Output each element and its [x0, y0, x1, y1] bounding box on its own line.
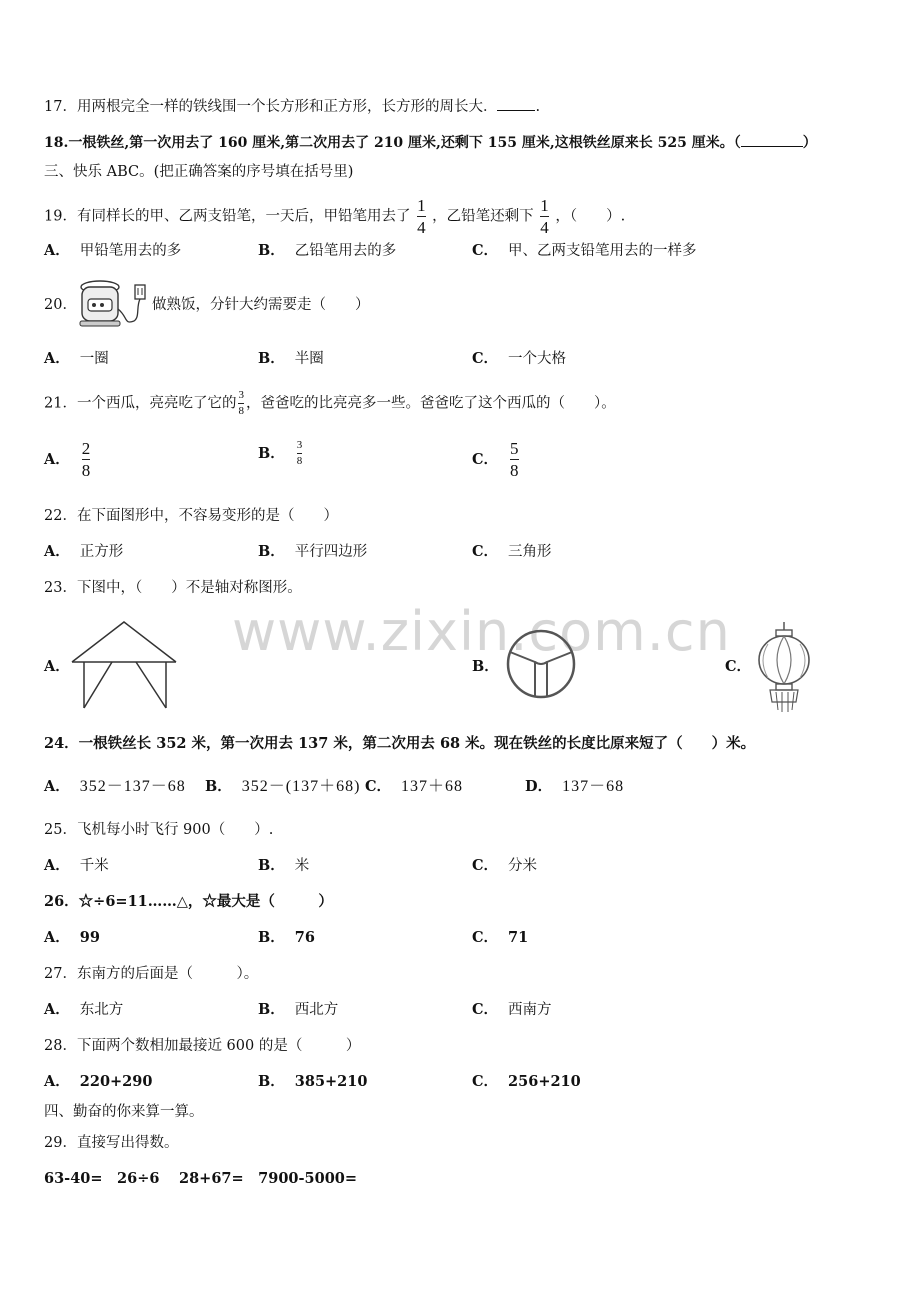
question-26-text: 26．☆÷6=11……△，☆最大是（ ）: [44, 893, 333, 910]
lantern-figure: [756, 622, 812, 714]
circle-symbol-figure: [505, 628, 577, 700]
question-29-items: 63-40= 26÷6 28+67= 7900-5000=: [44, 1170, 358, 1187]
option-b[interactable]: B．: [472, 658, 499, 675]
option-b[interactable]: B． 385+210: [258, 1073, 368, 1090]
option-c[interactable]: C． 137＋68: [365, 778, 464, 795]
watermark: www.zixin.com.cn: [232, 600, 731, 663]
question-24-text: 24．一根铁丝长 352 米，第一次用去 137 米，第二次用去 68 米。现在铁丝的长度比原来短了（ ）米。: [44, 735, 756, 752]
answer-blank[interactable]: [741, 132, 803, 147]
option-a[interactable]: A．: [44, 658, 70, 675]
question-18: 18.一根铁丝,第一次用去了 160 厘米,第二次用去了 210 厘米,还剩下 155 厘米,这根铁丝原来长 525 厘米。（ ）: [44, 132, 817, 153]
question-17-text: 17．用两根完全一样的铁线围一个长方形和正方形，长方形的周长大．: [44, 99, 498, 115]
option-a[interactable]: A． 千米: [44, 857, 109, 874]
question-27-text: 27．东南方的后面是（ ）。: [44, 966, 259, 982]
option-b[interactable]: B． 平行四边形: [258, 543, 368, 560]
option-c[interactable]: C． 256+210: [472, 1073, 581, 1090]
option-c[interactable]: C． 甲、乙两支铅笔用去的一样多: [472, 242, 697, 259]
section-3-heading: 三、快乐 ABC。(把正确答案的序号填在括号里): [44, 164, 354, 180]
section-4-heading: 四、勤奋的你来算一算。: [44, 1104, 204, 1120]
option-b[interactable]: B． 352－(137＋68): [205, 778, 361, 795]
option-a[interactable]: A． 甲铅笔用去的多: [44, 242, 182, 259]
option-a[interactable]: A． $\frac{2}{8}$: [44, 439, 91, 480]
question-21: 21．一个西瓜，亮亮吃了它的 $\frac{3}{8}$ ，爸爸吃的比亮亮多一些。爸爸吃了这个西瓜的（ ）。: [44, 389, 616, 417]
option-c[interactable]: C． 分米: [472, 857, 538, 874]
option-b[interactable]: B． 米: [258, 857, 310, 874]
option-a[interactable]: A． 一圈: [44, 350, 109, 367]
question-19: 19．有同样长的甲、乙两支铅笔，一天后，甲铅笔用去了 $\frac{1}{4}$ ，乙铅笔还剩下 $\frac{1}{4}$ ，（ ）.: [44, 196, 626, 237]
option-c[interactable]: C． 71: [472, 929, 529, 946]
house-roof-figure: [70, 620, 180, 710]
fraction: $\frac{3}{8}$: [238, 389, 244, 417]
option-b[interactable]: B． 西北方: [258, 1001, 339, 1018]
option-a[interactable]: A． 99: [44, 929, 100, 946]
option-b[interactable]: B． $\frac{3}{8}$: [258, 439, 303, 467]
fraction: $\frac{1}{4}$: [540, 196, 549, 237]
question-18-text: 18.一根铁丝,第一次用去了 160 厘米,第二次用去了 210 厘米,还剩下 155 厘米,这根铁丝原来长 525 厘米。（: [44, 135, 741, 151]
question-20-number: 20．: [44, 297, 77, 313]
question-20-text: 做熟饭，分针大约需要走（ ）: [152, 297, 370, 313]
option-c[interactable]: C．: [725, 658, 752, 675]
option-a[interactable]: A． 东北方: [44, 1001, 124, 1018]
question-17: 17．用两根完全一样的铁线围一个长方形和正方形，长方形的周长大． .: [44, 96, 540, 117]
option-d[interactable]: D． 137－68: [525, 778, 625, 795]
option-b[interactable]: B． 76: [258, 929, 315, 946]
question-28-text: 28．下面两个数相加最接近 600 的是（ ）: [44, 1038, 361, 1054]
option-a[interactable]: A． 352－137－68: [44, 778, 186, 795]
answer-blank[interactable]: [497, 96, 535, 111]
option-a[interactable]: A． 正方形: [44, 543, 124, 560]
question-25-text: 25．飞机每小时飞行 900（ ）.: [44, 822, 274, 838]
question-22-text: 22．在下面图形中，不容易变形的是（ ）: [44, 508, 338, 524]
option-c[interactable]: C． 三角形: [472, 543, 552, 560]
fraction: $\frac{1}{4}$: [417, 196, 426, 237]
option-c[interactable]: C． $\frac{5}{8}$: [472, 439, 519, 480]
option-b[interactable]: B． 乙铅笔用去的多: [258, 242, 397, 259]
question-29-text: 29．直接写出得数。: [44, 1135, 179, 1151]
option-c[interactable]: C． 西南方: [472, 1001, 552, 1018]
question-23-text: 23．下图中，（ ）不是轴对称图形。: [44, 580, 302, 596]
option-c[interactable]: C． 一个大格: [472, 350, 567, 367]
rice-cooker-icon: [74, 277, 150, 333]
option-b[interactable]: B． 半圈: [258, 350, 324, 367]
option-a[interactable]: A． 220+290: [44, 1073, 153, 1090]
